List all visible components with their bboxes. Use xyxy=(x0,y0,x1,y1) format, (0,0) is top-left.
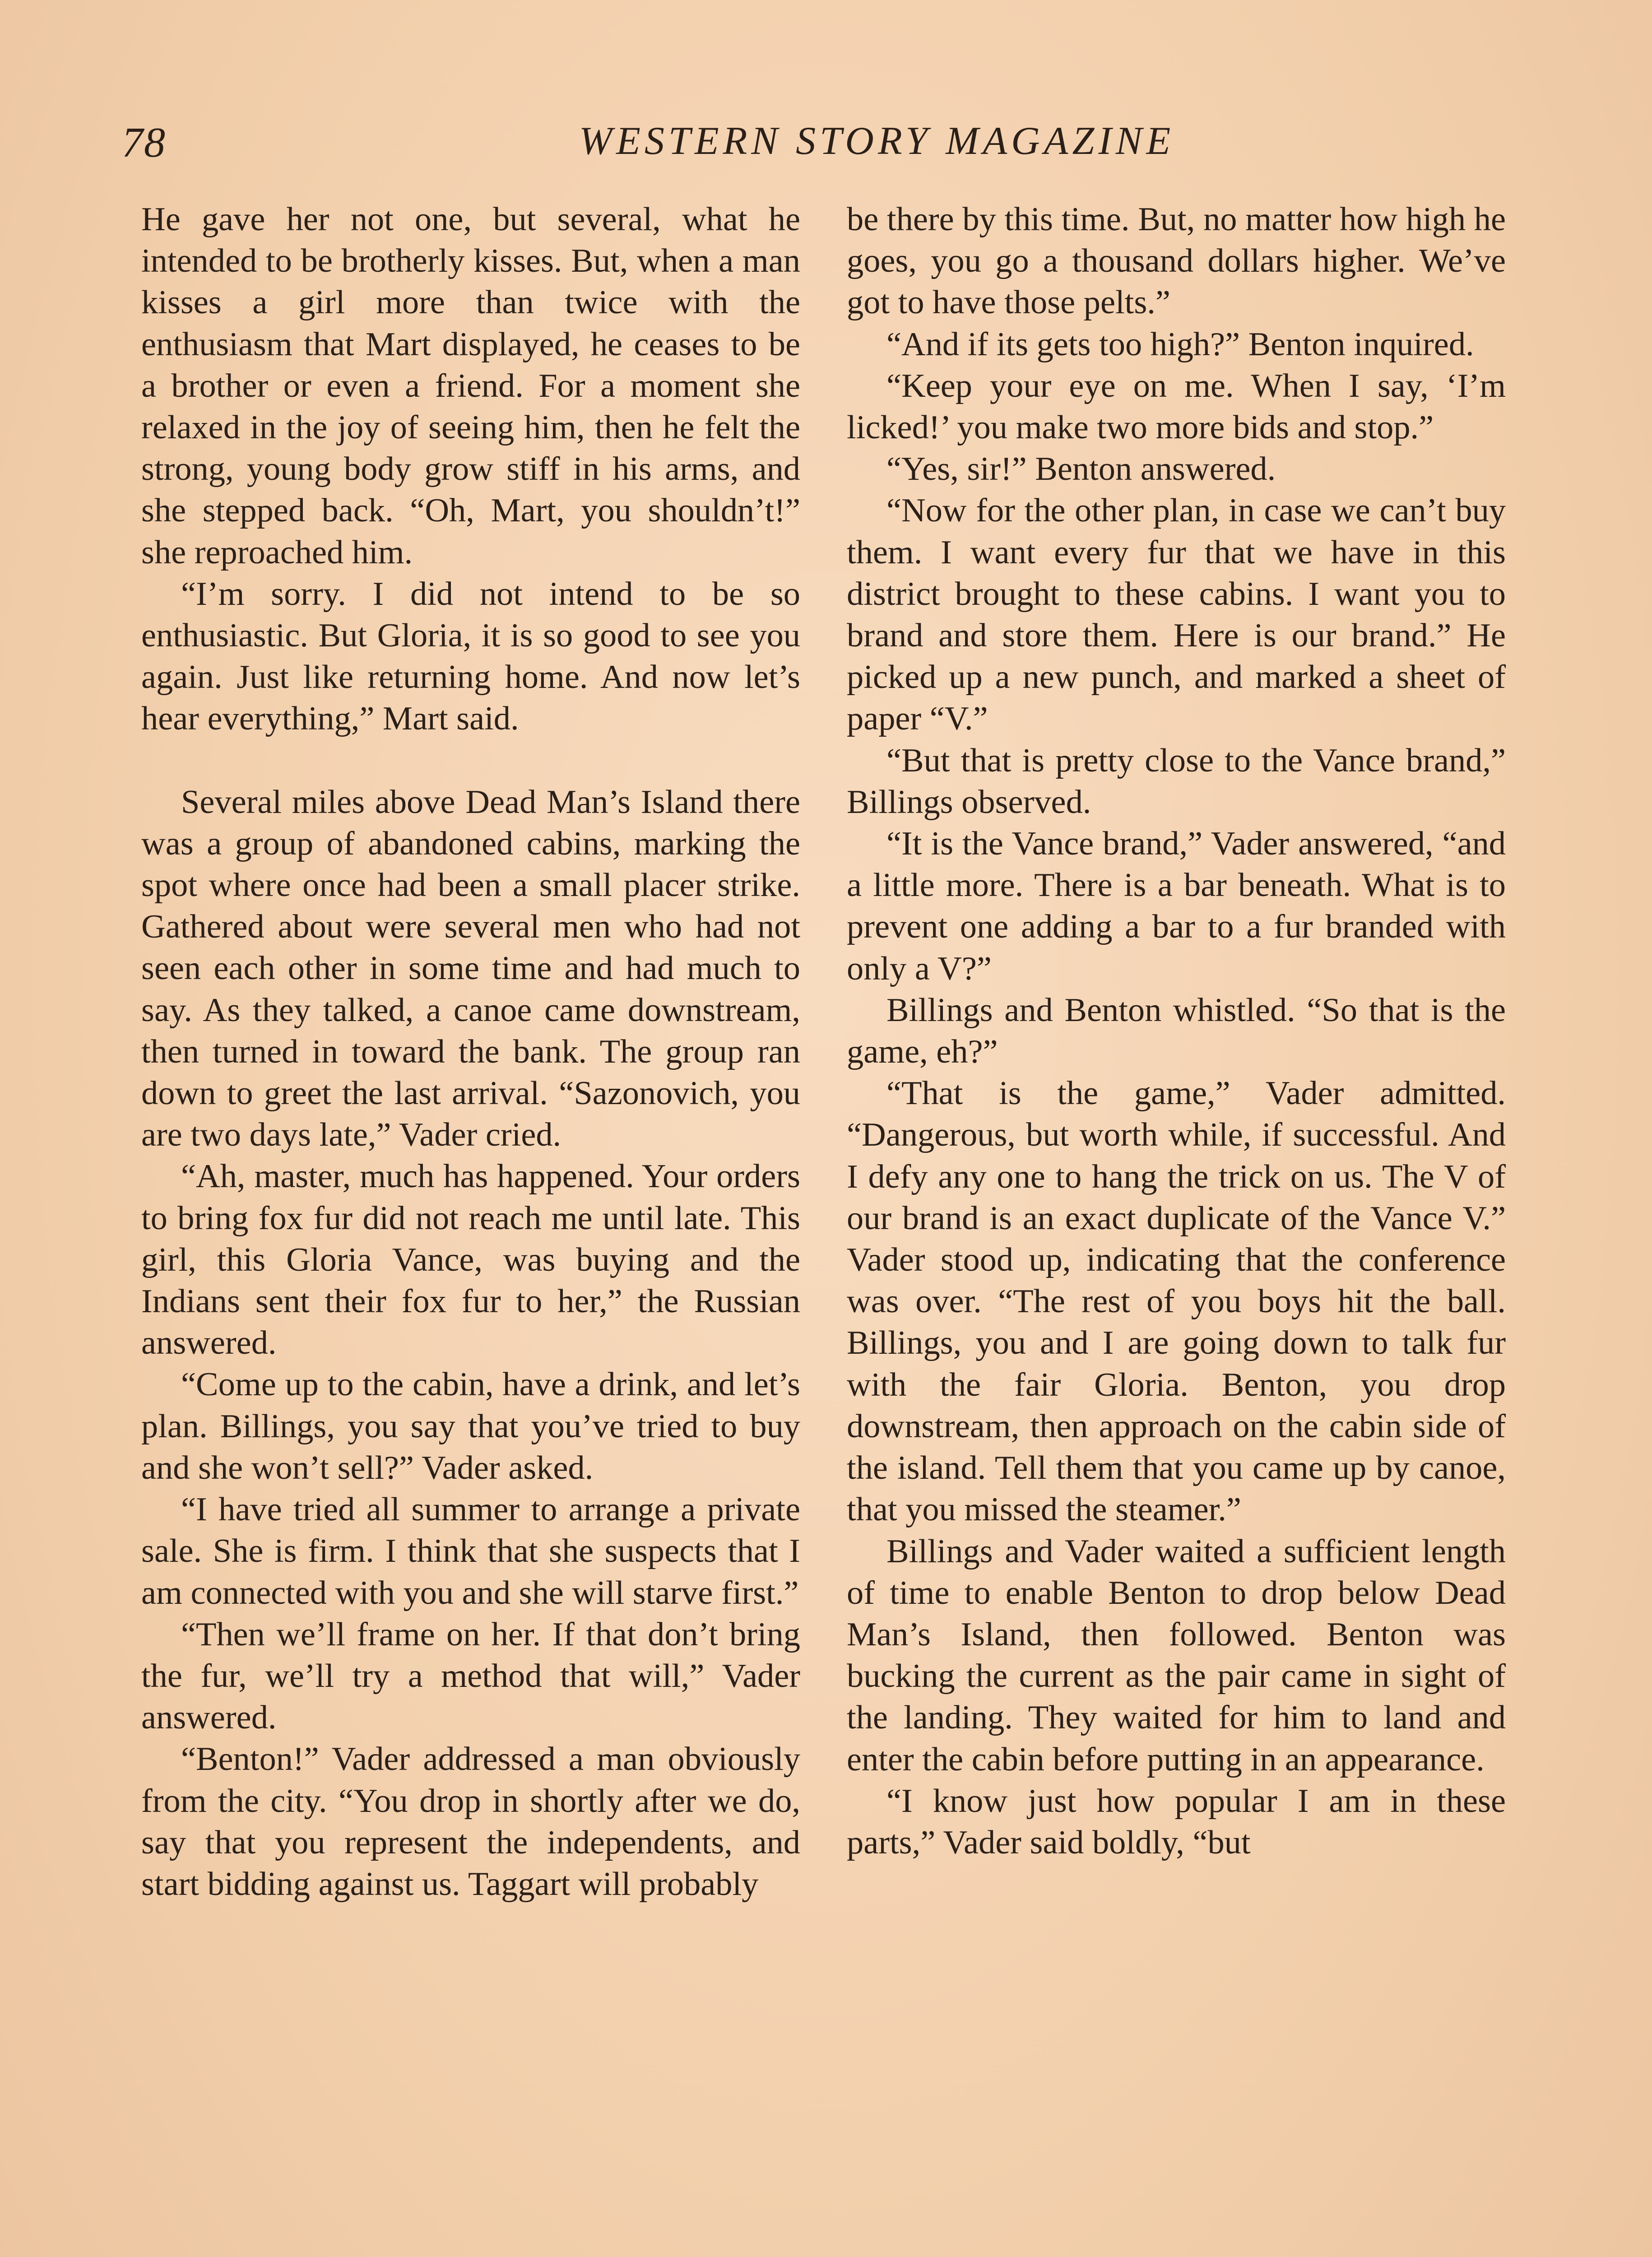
paragraph: “Keep your eye on me. When I say, ‘I’m licked!’ you make two more bids and stop.” xyxy=(847,367,1506,446)
paragraph: Several miles above Dead Man’s Island there was a group of abandoned cabins, marking the spot where once had been a small placer strike. Gathered about were several men who had not seen each other in some time and had much to say. As they talked, a canoe came downstream, then turned in toward the bank. The group ran down to greet the last arrival. “Sazonovich, you are two days late,” Vader cried. xyxy=(141,783,800,1154)
right-column xyxy=(847,199,1506,1863)
paragraph: “I know just how popular I am in these parts,” Vader said boldly, “but xyxy=(847,1782,1506,1861)
paragraph: “But that is pretty close to the Vance brand,” Billings observed. xyxy=(847,742,1506,821)
paragraph: He gave her not one, but several, what he intended to be brotherly kisses. But, when a man kisses a girl more than twice with the enthusiasm that Mart displayed, he ceases to be a brother or even a friend. For a moment she relaxed in the joy of seeing him, then he felt the strong, young body grow stiff in his arms, and she stepped back. “Oh, Mart, you shouldn’t!” she reproached him. xyxy=(141,201,800,571)
paragraph: “Then we’ll frame on her. If that don’t bring the fur, we’ll try a method that will,” Vader answered. xyxy=(141,1616,800,1737)
paragraph: “Now for the other plan, in case we can’t buy them. I want every fur that we have in this district brought to these cabins. I want you to brand and store them. Here is our brand.” He picked up a new punch, and marked a sheet of paper “V.” xyxy=(847,492,1506,738)
paragraph: “Ah, master, much has happened. Your orders to bring fox fur did not reach me until late. This girl, this Gloria Vance, was buying and the Indians sent their fox fur to her,” the Russian answered. xyxy=(141,1158,800,1362)
paragraph: Billings and Vader waited a sufficient length of time to enable Benton to drop below Dead Man’s Island, then followed. Benton was bucking the current as the pair came in sight of the landing. They waited for him to land and enter the cabin before putting in an appearance. xyxy=(847,1533,1506,1778)
left-column xyxy=(141,199,800,1905)
paragraph: “Benton!” Vader addressed a man obviously from the city. “You drop in shortly after we do, say that you represent the independents, and start bidding against us. Taggart will probably xyxy=(141,1741,800,1903)
paragraph: be there by this time. But, no matter how high he goes, you go a thousand dollars higher. We’ve got to have those pelts.” xyxy=(847,201,1506,321)
paragraph: “Come up to the cabin, have a drink, and let’s plan. Billings, you say that you’ve tried to buy and she won’t sell?” Vader asked. xyxy=(141,1366,800,1486)
paragraph: “That is the game,” Vader admitted. “Dangerous, but worth while, if successful. And I defy any one to hang the trick on us. The V of our brand is an exact duplicate of the Vance V.” Vader stood up, indicating that the conference was over. “The rest of you boys hit the ball. Billings, you and I are going down to talk fur with the fair Gloria. Benton, you drop downstream, then approach on the cabin side of the island. Tell them that you came up by canoe, that you missed the steamer.” xyxy=(847,1075,1506,1528)
paragraph: “I’m sorry. I did not intend to be so enthusiastic. But Gloria, it is so good to see you again. Just like returning home. And now let’s hear everything,” Mart said. xyxy=(141,575,800,738)
paragraph: “Yes, sir!” Benton answered. xyxy=(886,450,1276,488)
paragraph: “I have tried all summer to arrange a private sale. She is firm. I think that she suspects that I am connected with you and she will starve first.” xyxy=(141,1491,800,1611)
paragraph: Billings and Benton whistled. “So that is the game, eh?” xyxy=(847,991,1506,1071)
paragraph: “It is the Vance brand,” Vader answered, “and a little more. There is a bar beneath. What is to prevent one adding a bar to a fur branded with only a V?” xyxy=(847,825,1506,987)
page-header xyxy=(122,118,1514,177)
page-number: 78 xyxy=(122,119,166,166)
paragraph: “And if its gets too high?” Benton inquired. xyxy=(886,325,1474,363)
magazine-title: WESTERN STORY MAGAZINE xyxy=(579,119,1175,163)
